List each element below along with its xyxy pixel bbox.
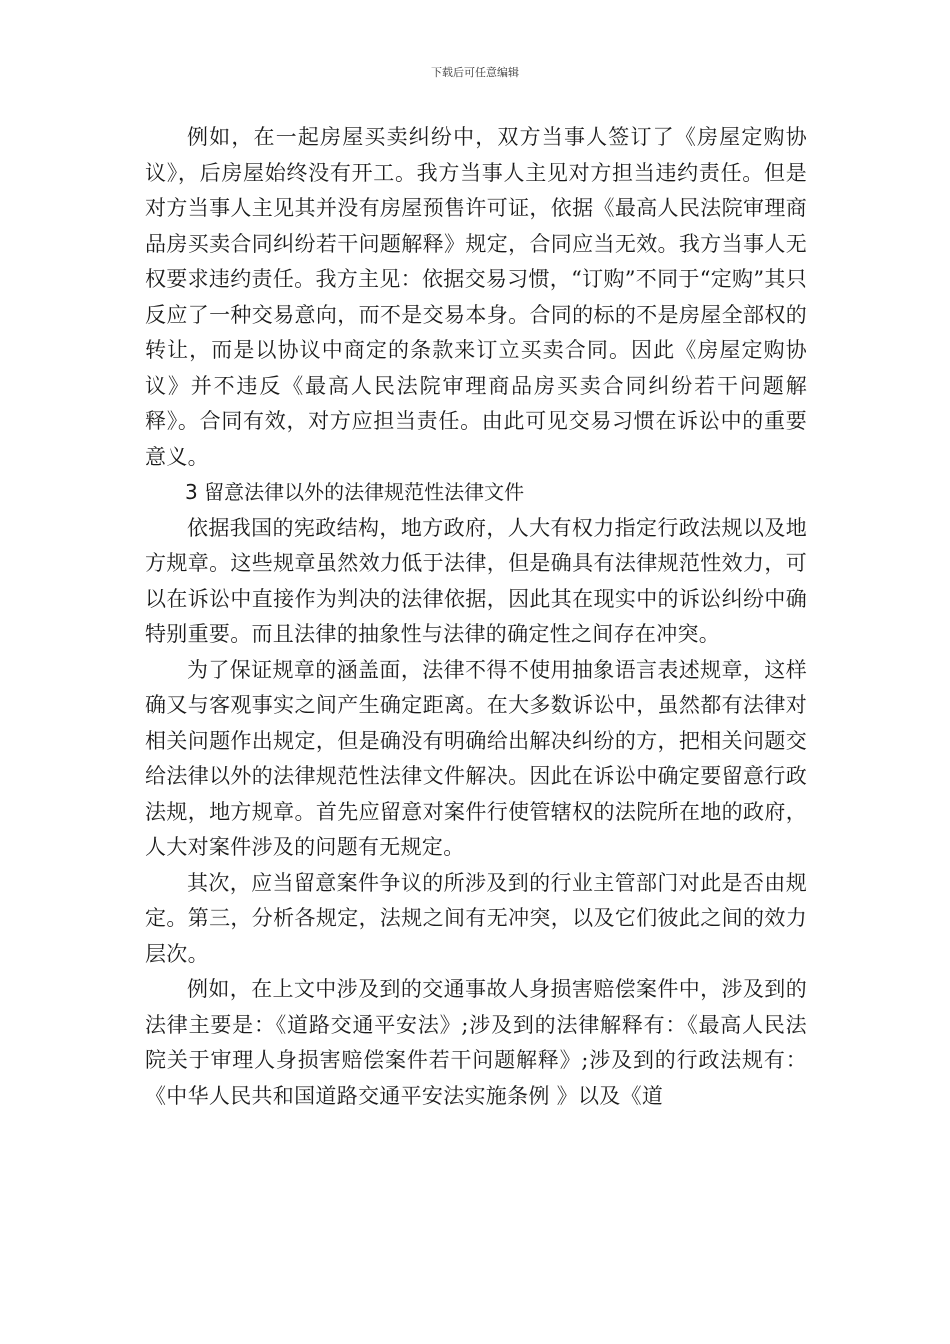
section-heading-3: 3 留意法律以外的法律规范性法律文件 xyxy=(185,480,525,504)
document-body xyxy=(145,120,807,1114)
paragraph-secondly: 其次，应当留意案件争议的所涉及到的行业主管部门对此是否由规定。第三，分析各规定，法规之间有无冲突，以及它们彼此之间的效力层次。 xyxy=(145,870,807,966)
page-header: 下载后可任意编辑 xyxy=(431,66,519,79)
paragraph-rules-coverage: 为了保证规章的涵盖面，法律不得不使用抽象语言表述规章，这样确又与客观事实之间产生确定距离。在大多数诉讼中，虽然都有法律对相关问题作出规定，但是确没有明确给出解决纠纷的方，把相关问题交给法律以外的法律规范性法律文件解决。因此在诉讼中确定要留意行政法规，地方规章。首先应留意对案件行使管辖权的法院所在地的政府，人大对案件涉及的问题有无规定。 xyxy=(145,657,807,859)
paragraph-example-traffic: 例如，在上文中涉及到的交通事故人身损害赔偿案件中，涉及到的法律主要是：《道路交通平安法》;涉及到的法律解释有：《最高人民法院关于审理人身损害赔偿案件若干问题解释》;涉及到的行政法规有：《中华人民共和国道路交通平安法实施条例 》以及《道 xyxy=(145,977,807,1108)
paragraph-constitutional-structure: 依据我国的宪政结构，地方政府，人大有权力指定行政法规以及地方规章。这些规章虽然效力低于法律，但是确具有法律规范性效力，可以在诉讼中直接作为判决的法律依据，因此其在现实中的诉讼纠纷中确特别重要。而且法律的抽象性与法律的确定性之间存在冲突。 xyxy=(145,515,807,646)
paragraph-example-housing: 例如，在一起房屋买卖纠纷中，双方当事人签订了《房屋定购协议》，后房屋始终没有开工。我方当事人主见对方担当违约责任。但是对方当事人主见其并没有房屋预售许可证，依据《最高人民法院审理商品房买卖合同纠纷若干问题解释》规定，合同应当无效。我方当事人无权要求违约责任。我方主见：依据交易习惯，“订购”不同于“定购”其只反应了一种交易意向，而不是交易本身。合同的标的不是房屋全部权的转让，而是以协议中商定的条款来订立买卖合同。因此《房屋定购协议》并不违反《最高人民法院审理商品房买卖合同纠纷若干问题解释》。合同有效，对方应担当责任。由此可见交易习惯在诉讼中的重要意义。 xyxy=(145,125,807,469)
